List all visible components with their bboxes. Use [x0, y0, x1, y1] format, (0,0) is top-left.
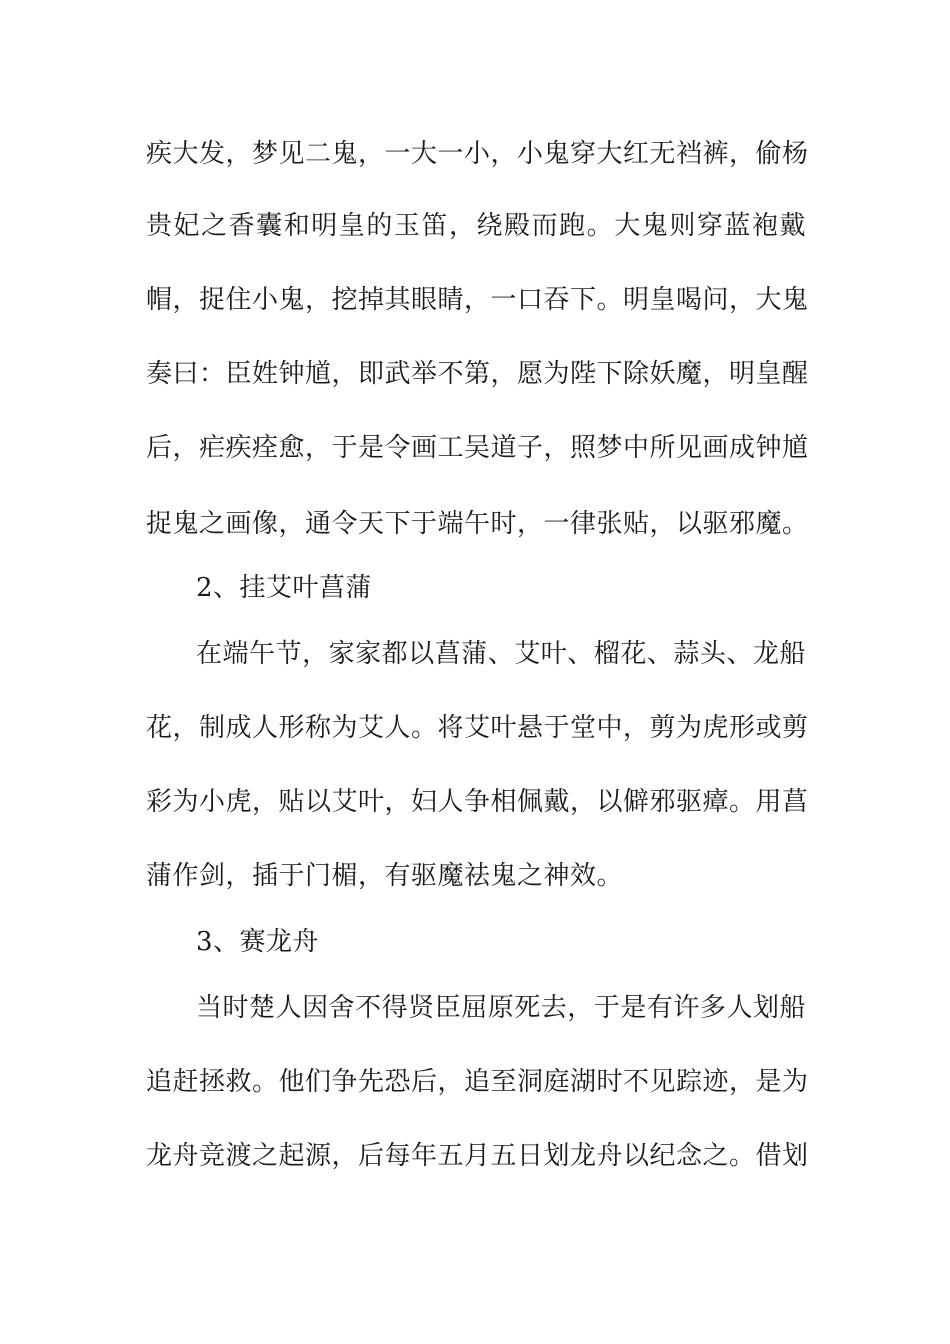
text-line: 后，疟疾痊愈，于是令画工吴道子，照梦中所见画成钟馗 [146, 433, 809, 463]
text-line: 龙舟竞渡之起源，后每年五月五日划龙舟以纪念之。借划 [146, 1141, 809, 1171]
text-line: 彩为小虎，贴以艾叶，妇人争相佩戴，以僻邪驱瘴。用菖 [146, 787, 809, 817]
text-line: 追赶拯救。他们争先恐后，追至洞庭湖时不见踪迹，是为 [146, 1067, 809, 1097]
text-line: 疾大发，梦见二鬼，一大一小，小鬼穿大红无裆裤，偷杨 [146, 139, 809, 169]
text-line: 捉鬼之画像，通令天下于端午时，一律张贴，以驱邪魔。 [146, 509, 809, 539]
text-line: 帽，捉住小鬼，挖掉其眼睛，一口吞下。明皇喝问，大鬼 [146, 285, 809, 315]
text-line: 当时楚人因舍不得贤臣屈原死去，于是有许多人划船 [196, 993, 806, 1023]
section-heading: 3、赛龙舟 [196, 927, 320, 957]
text-line: 贵妃之香囊和明皇的玉笛，绕殿而跑。大鬼则穿蓝袍戴 [146, 211, 806, 241]
text-line: 奏曰：臣姓钟馗，即武举不第，愿为陛下除妖魔，明皇醒 [146, 359, 809, 389]
section-heading: 2、挂艾叶菖蒲 [196, 573, 373, 603]
text-line: 在端午节，家家都以菖蒲、艾叶、榴花、蒜头、龙船 [196, 639, 806, 669]
text-line: 蒲作剑，插于门楣，有驱魔祛鬼之神效。 [146, 861, 624, 891]
text-line: 花，制成人形称为艾人。将艾叶悬于堂中，剪为虎形或剪 [146, 713, 809, 743]
